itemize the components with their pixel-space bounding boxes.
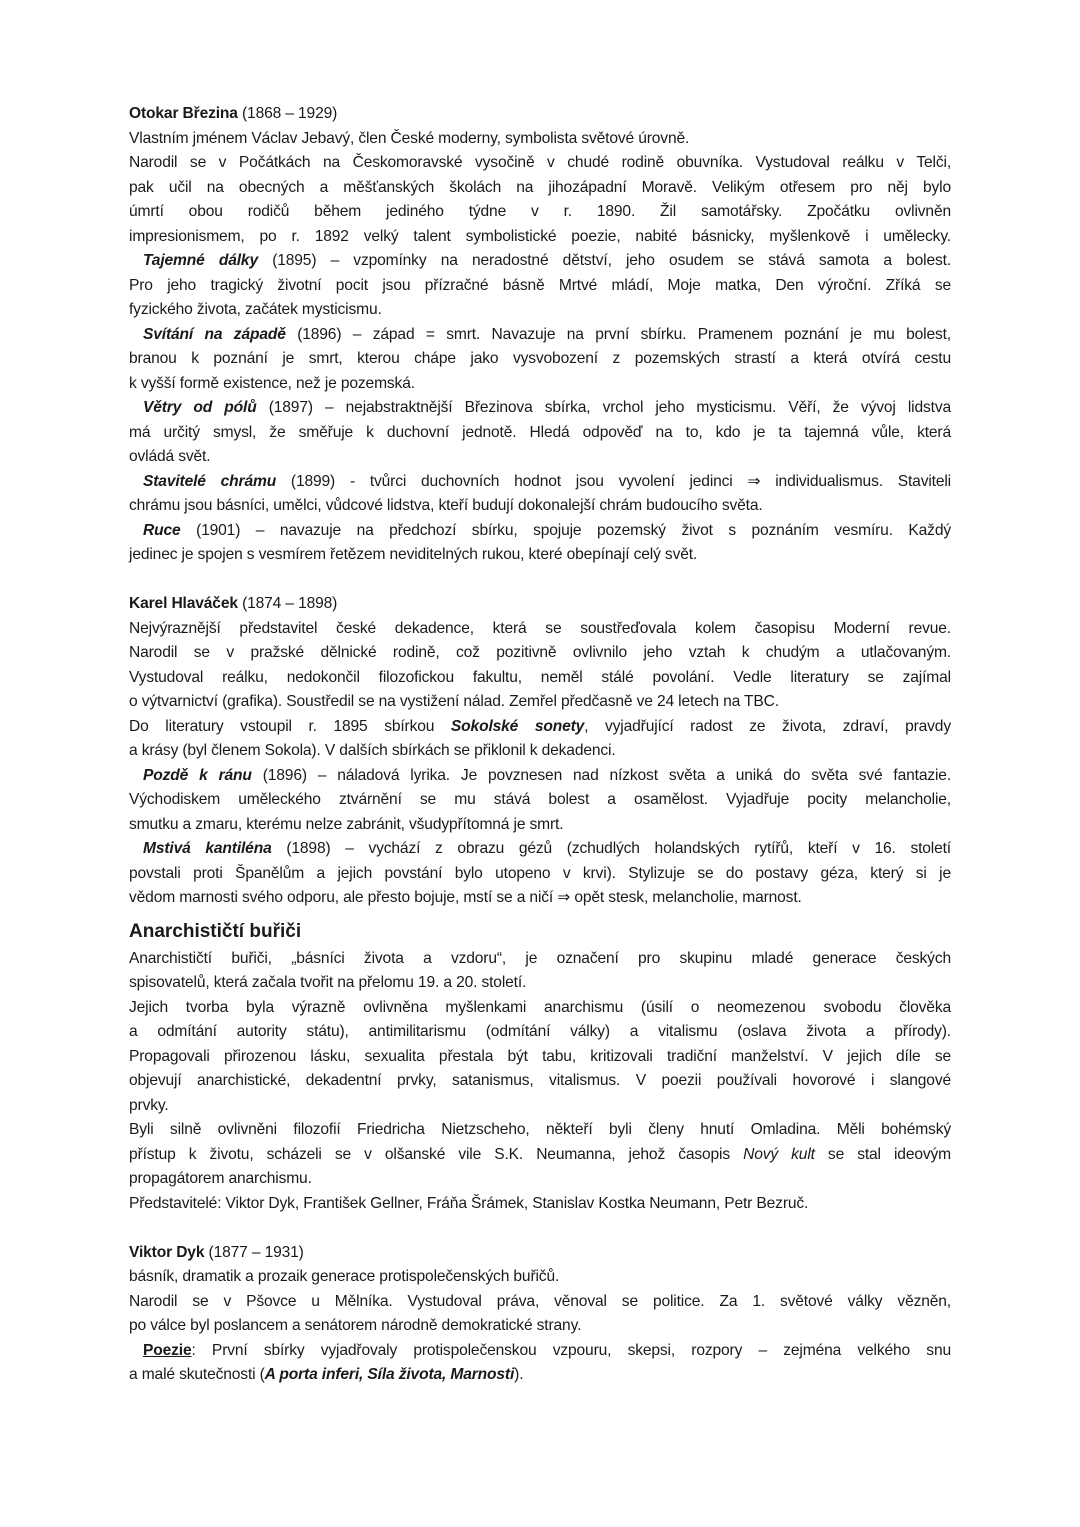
magazine-title: Nový kult <box>743 1145 815 1163</box>
work-title: Sokolské sonety <box>450 717 585 735</box>
paragraph-line: Byli silně ovlivněni filozofií Friedricha Nietzscheho, někteří byli členy hnutí Omladina. Měli bohémský <box>129 1121 951 1138</box>
paragraph-line: fyzického života, začátek mysticismu. <box>129 301 382 318</box>
paragraph-line: branou k poznání je smrt, kterou chápe jako vysvobození z pozemských strastí a která otvírá cestu <box>129 350 951 367</box>
paragraph-line: prvky. <box>129 1096 169 1114</box>
paragraph-line: Nejvýraznější představitel české dekadence, která se soustřeďovala kolem časopisu Moderní revue. <box>129 619 951 637</box>
paragraph-line: Pro jeho tragický životní pocit jsou přízračné básně Mrtvé mládí, Moje matka, Den výroční. Zříká se <box>129 276 951 294</box>
author-heading-hlavacek <box>129 592 951 617</box>
work-entry: Pozdě k ránu (1896) – náladová lyrika. Je povznesen nad nízkost světa a uniká do světa své fantazie. <box>143 766 952 784</box>
work-title: Stavitelé chrámu <box>143 472 277 490</box>
paragraph-line: k vyšší formě existence, než je pozemská. <box>129 374 415 392</box>
author-heading-brezina <box>129 102 951 127</box>
author-name: Karel Hlaváček <box>129 595 238 612</box>
paragraph-line: Narodil se v Pšovce u Mělníka. Vystudoval práva, věnoval se politice. Za 1. světové války vězněn, <box>129 1292 951 1310</box>
representatives-line: Představitelé: Viktor Dyk, František Gellner, Fráňa Šrámek, Stanislav Kostka Neumann, Petr Bezruč. <box>129 1194 809 1212</box>
paragraph-line: smutku a zmaru, kterému nelze zabránit, všudypřítomná je smrt. <box>129 815 564 833</box>
paragraph-line: spisovatelů, která začala tvořit na přelomu 19. a 20. století. <box>129 974 527 991</box>
work-entry: Mstivá kantiléna (1898) – vychází z obrazu gézů (zchudlých holandských rytířů, kteří v 16. století <box>143 840 951 857</box>
paragraph-line: Propagovali přirozenou lásku, sexualita přestala být tabu, kritizovali tradiční manželství. V jejich díle se <box>129 1047 951 1065</box>
paragraph-line: a odmítání autority státu), antimilitarismu (odmítání války) a vitalismu (oslava života a přírody). <box>129 1023 951 1040</box>
paragraph-line: propagátorem anarchismu. <box>129 1170 312 1187</box>
poetry-label: Poezie <box>143 1341 192 1359</box>
paragraph-line: Do literatury vstoupil r. 1895 sbírkou Sokolské sonety, vyjadřující radost ze života, zdraví, pravdy <box>129 717 951 735</box>
paragraph-line: přístup k životu, scházeli se v olšanské vile S.K. Neumanna, jehož časopis Nový kult se stal ideovým <box>129 1145 951 1163</box>
work-title: Tajemné dálky <box>143 252 258 269</box>
author-dates: (1877 – 1931) <box>208 1243 304 1261</box>
paragraph-line: Východiskem uměleckého ztvárnění se mu stává bolest a osamělost. Vyjadřuje pocity melancholie, <box>129 791 951 808</box>
work-title: Svítání na západě <box>143 325 286 343</box>
work-entry: Ruce (1901) – navazuje na předchozí sbírku, spojuje pozemský život s poznáním vesmíru. Každý <box>143 521 951 539</box>
paragraph-line: povstali proti Španělům a jejich povstání bylo utopeno v krvi). Stylizuje se do postavy géza, který si je <box>129 864 951 882</box>
work-title: Pozdě k ránu <box>143 766 252 784</box>
paragraph-line: a krásy (byl členem Sokola). V dalších sbírkách se přiklonil k dekadenci. <box>129 742 616 759</box>
work-entry: Tajemné dálky (1895) – vzpomínky na neradostné dětství, jeho osudem se stává samota a bolest. <box>143 252 951 269</box>
author-name: Otokar Březina <box>129 105 238 122</box>
paragraph-line: impresionismem, po r. 1892 velký talent symbolistické poezie, nabité básnicky, myšlenkově i umělecky. <box>129 227 951 245</box>
author-name: Viktor Dyk <box>129 1243 205 1261</box>
work-entry: Svítání na západě (1896) – západ = smrt. Navazuje na první sbírku. Pramenem poznání je mu bolest, <box>143 325 951 343</box>
paragraph-line: objevují anarchistické, dekadentní prvky, satanismus, vitalismus. V poezii používali hovorové i slangové <box>129 1072 951 1089</box>
work-title: Mstivá kantiléna <box>143 840 272 857</box>
paragraph-line: básník, dramatik a prozaik generace protispolečenských buřičů. <box>129 1268 560 1285</box>
paragraph-line: ovládá svět. <box>129 448 211 465</box>
author-heading-dyk <box>129 1241 951 1266</box>
paragraph-line: pak učil na obecných a měšťanských školách na jihozápadní Moravě. Velikým otřesem pro něj bylo <box>129 178 951 196</box>
work-title: Větry od pólů <box>143 399 257 416</box>
paragraph-line: má určitý smysl, že směřuje k duchovní jednotě. Hledá odpověď na to, kdo je ta tajemná vůle, která <box>129 423 951 441</box>
work-entry: Stavitelé chrámu (1899) - tvůrci duchovních hodnot jsou vyvolení jedinci ⇒ individualismus. Staviteli <box>143 472 951 490</box>
paragraph-line: Anarchističtí buřiči, „básníci života a vzdoru“, je označení pro skupinu mladé generace českých <box>129 949 951 967</box>
paragraph-line: vědom marnosti svého odporu, ale přesto bojuje, mstí se a ničí ⇒ opět stesk, melancholie, marnost. <box>129 889 802 906</box>
paragraph-line: Narodil se v Počátkách na Českomoravské vysočině v chudé rodině obuvníka. Vystudoval reálku v Telči, <box>129 154 951 171</box>
work-title: Ruce <box>143 521 181 539</box>
paragraph-line: jedinec je spojen s vesmírem řetězem neviditelných rukou, které obepínají celý svět. <box>129 546 698 563</box>
section-heading: Anarchističtí buřiči <box>129 920 302 942</box>
paragraph-line: chrámu jsou básníci, umělci, vůdcové lidstva, kteří budují dokonalejší chrám budoucího světa. <box>129 497 763 514</box>
paragraph-line: Jejich tvorba byla výrazně ovlivněna myšlenkami anarchismu (úsilí o neomezenou svobodu člověka <box>129 998 951 1016</box>
work-titles: A porta inferi, Síla života, Marnosti <box>264 1366 515 1383</box>
paragraph-line: úmrtí obou rodičů během jediného týdne v r. 1890. Žil samotářsky. Zpočátku ovlivněn <box>129 203 951 220</box>
paragraph-line: a malé skutečnosti (A porta inferi, Síla života, Marnosti). <box>129 1366 524 1383</box>
paragraph-line: Vystudoval reálku, nedokončil filozofickou fakultu, neměl stálé povolání. Vedle literatury se zajímal <box>129 668 951 686</box>
work-entry: Větry od pólů (1897) – nejabstraktnější Březinova sbírka, vrchol jeho mysticismu. Věří, že vývoj lidstva <box>143 399 951 416</box>
paragraph-line: o výtvarnictví (grafika). Soustředil se na vystižení nálad. Zemřel předčasně ve 24 letech na TBC. <box>129 693 779 710</box>
poetry-entry: Poezie: První sbírky vyjadřovaly protispolečenskou vzpouru, skepsi, rozpory – zejména velkého snu <box>143 1341 951 1359</box>
paragraph-line: Vlastním jménem Václav Jebavý, člen České moderny, symbolista světové úrovně. <box>129 129 690 147</box>
author-dates: (1868 – 1929) <box>242 105 338 122</box>
document-page <box>129 102 951 1388</box>
paragraph-line: po válce byl poslancem a senátorem národně demokratické strany. <box>129 1317 582 1334</box>
paragraph-line: Narodil se v pražské dělnické rodině, což pozitivně ovlivnilo jeho vztah k chudým a utlačovaným. <box>129 644 951 661</box>
author-dates: (1874 – 1898) <box>242 595 338 612</box>
